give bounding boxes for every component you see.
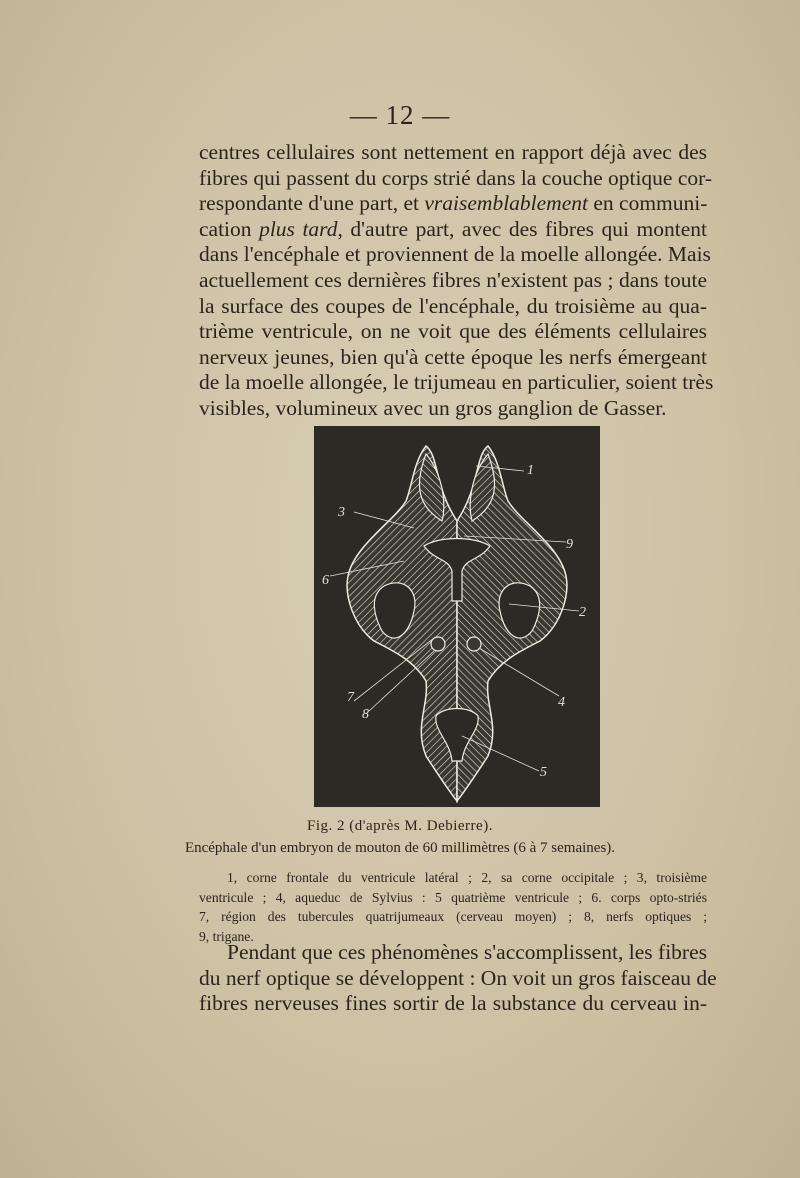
text-line: respondante d'une part, et vraisemblablement en communi- <box>199 191 708 216</box>
figure-label: 3 <box>338 505 345 520</box>
figure-label: 1 <box>527 463 534 478</box>
text-line: actuellement ces dernières fibres n'existent pas ; dans toute <box>199 267 707 292</box>
figure-label: 7 <box>347 690 354 705</box>
text-line: Pendant que ces phénomènes s'accomplissent, les fibres <box>227 940 707 964</box>
text-line: fibres qui passent du corps strié dans la couche optique cor- <box>199 165 713 190</box>
aqueduct-right <box>467 637 481 651</box>
text-line: trième ventricule, on ne voit que des éléments cellulaires <box>199 319 707 344</box>
legend-line: 9, trigane. <box>199 928 254 944</box>
text-line: de la moelle allongée, le trijumeau en particulier, soient très <box>199 370 714 395</box>
legend-line: 1, corne frontale du ventricule latéral ; 2, sa corne occipitale ; 3, troisième <box>227 870 707 885</box>
figure-label: 8 <box>362 707 369 722</box>
paragraph-1 <box>199 140 714 422</box>
text-line: fibres nerveuses fines sortir de la substance du cerveau in- <box>199 991 707 1016</box>
brain-figure <box>314 426 600 807</box>
text-line: centres cellulaires sont nettement en rapport déjà avec des <box>199 140 707 164</box>
legend-line: ventricule ; 4, aqueduc de Sylvius : 5 quatrième ventricule ; 6. corps opto-striés <box>199 889 707 905</box>
page-number: — 12 — <box>349 100 451 130</box>
legend-line: 7, région des tubercules quatrijumeaux (cerveau moyen) ; 8, nerfs optiques ; <box>199 909 707 924</box>
figure-label: 4 <box>558 695 565 710</box>
text-line: nerveux jeunes, bien qu'à cette époque les nerfs émergeant <box>199 344 707 369</box>
figure-caption-title: Fig. 2 (d'après M. Debierre). <box>307 818 493 834</box>
figure-label: 2 <box>579 605 586 620</box>
italic-word: vraisemblablement <box>424 191 588 216</box>
italic-word: plus tard <box>259 216 338 241</box>
text-line: cation plus tard, d'autre part, avec des fibres qui montent <box>199 216 707 241</box>
figure-label: 9 <box>566 537 573 552</box>
figure-legend <box>199 868 707 946</box>
paragraph-2 <box>199 940 717 1017</box>
text-line: visibles, volumineux avec un gros ganglion de Gasser. <box>199 395 667 420</box>
figure-label: 5 <box>540 765 547 780</box>
text-line: dans l'encéphale et proviennent de la moelle allongée. Mais <box>199 242 711 267</box>
figure-caption-subtitle: Encéphale d'un embryon de mouton de 60 millimètres (6 à 7 semaines). <box>184 840 616 856</box>
figure-label: 6 <box>322 573 329 588</box>
text-line: du nerf optique se développent : On voit un gros faisceau de <box>199 965 717 990</box>
brain-section-drawing <box>314 426 600 807</box>
text-line: la surface des coupes de l'encéphale, du troisième au qua- <box>199 293 707 318</box>
